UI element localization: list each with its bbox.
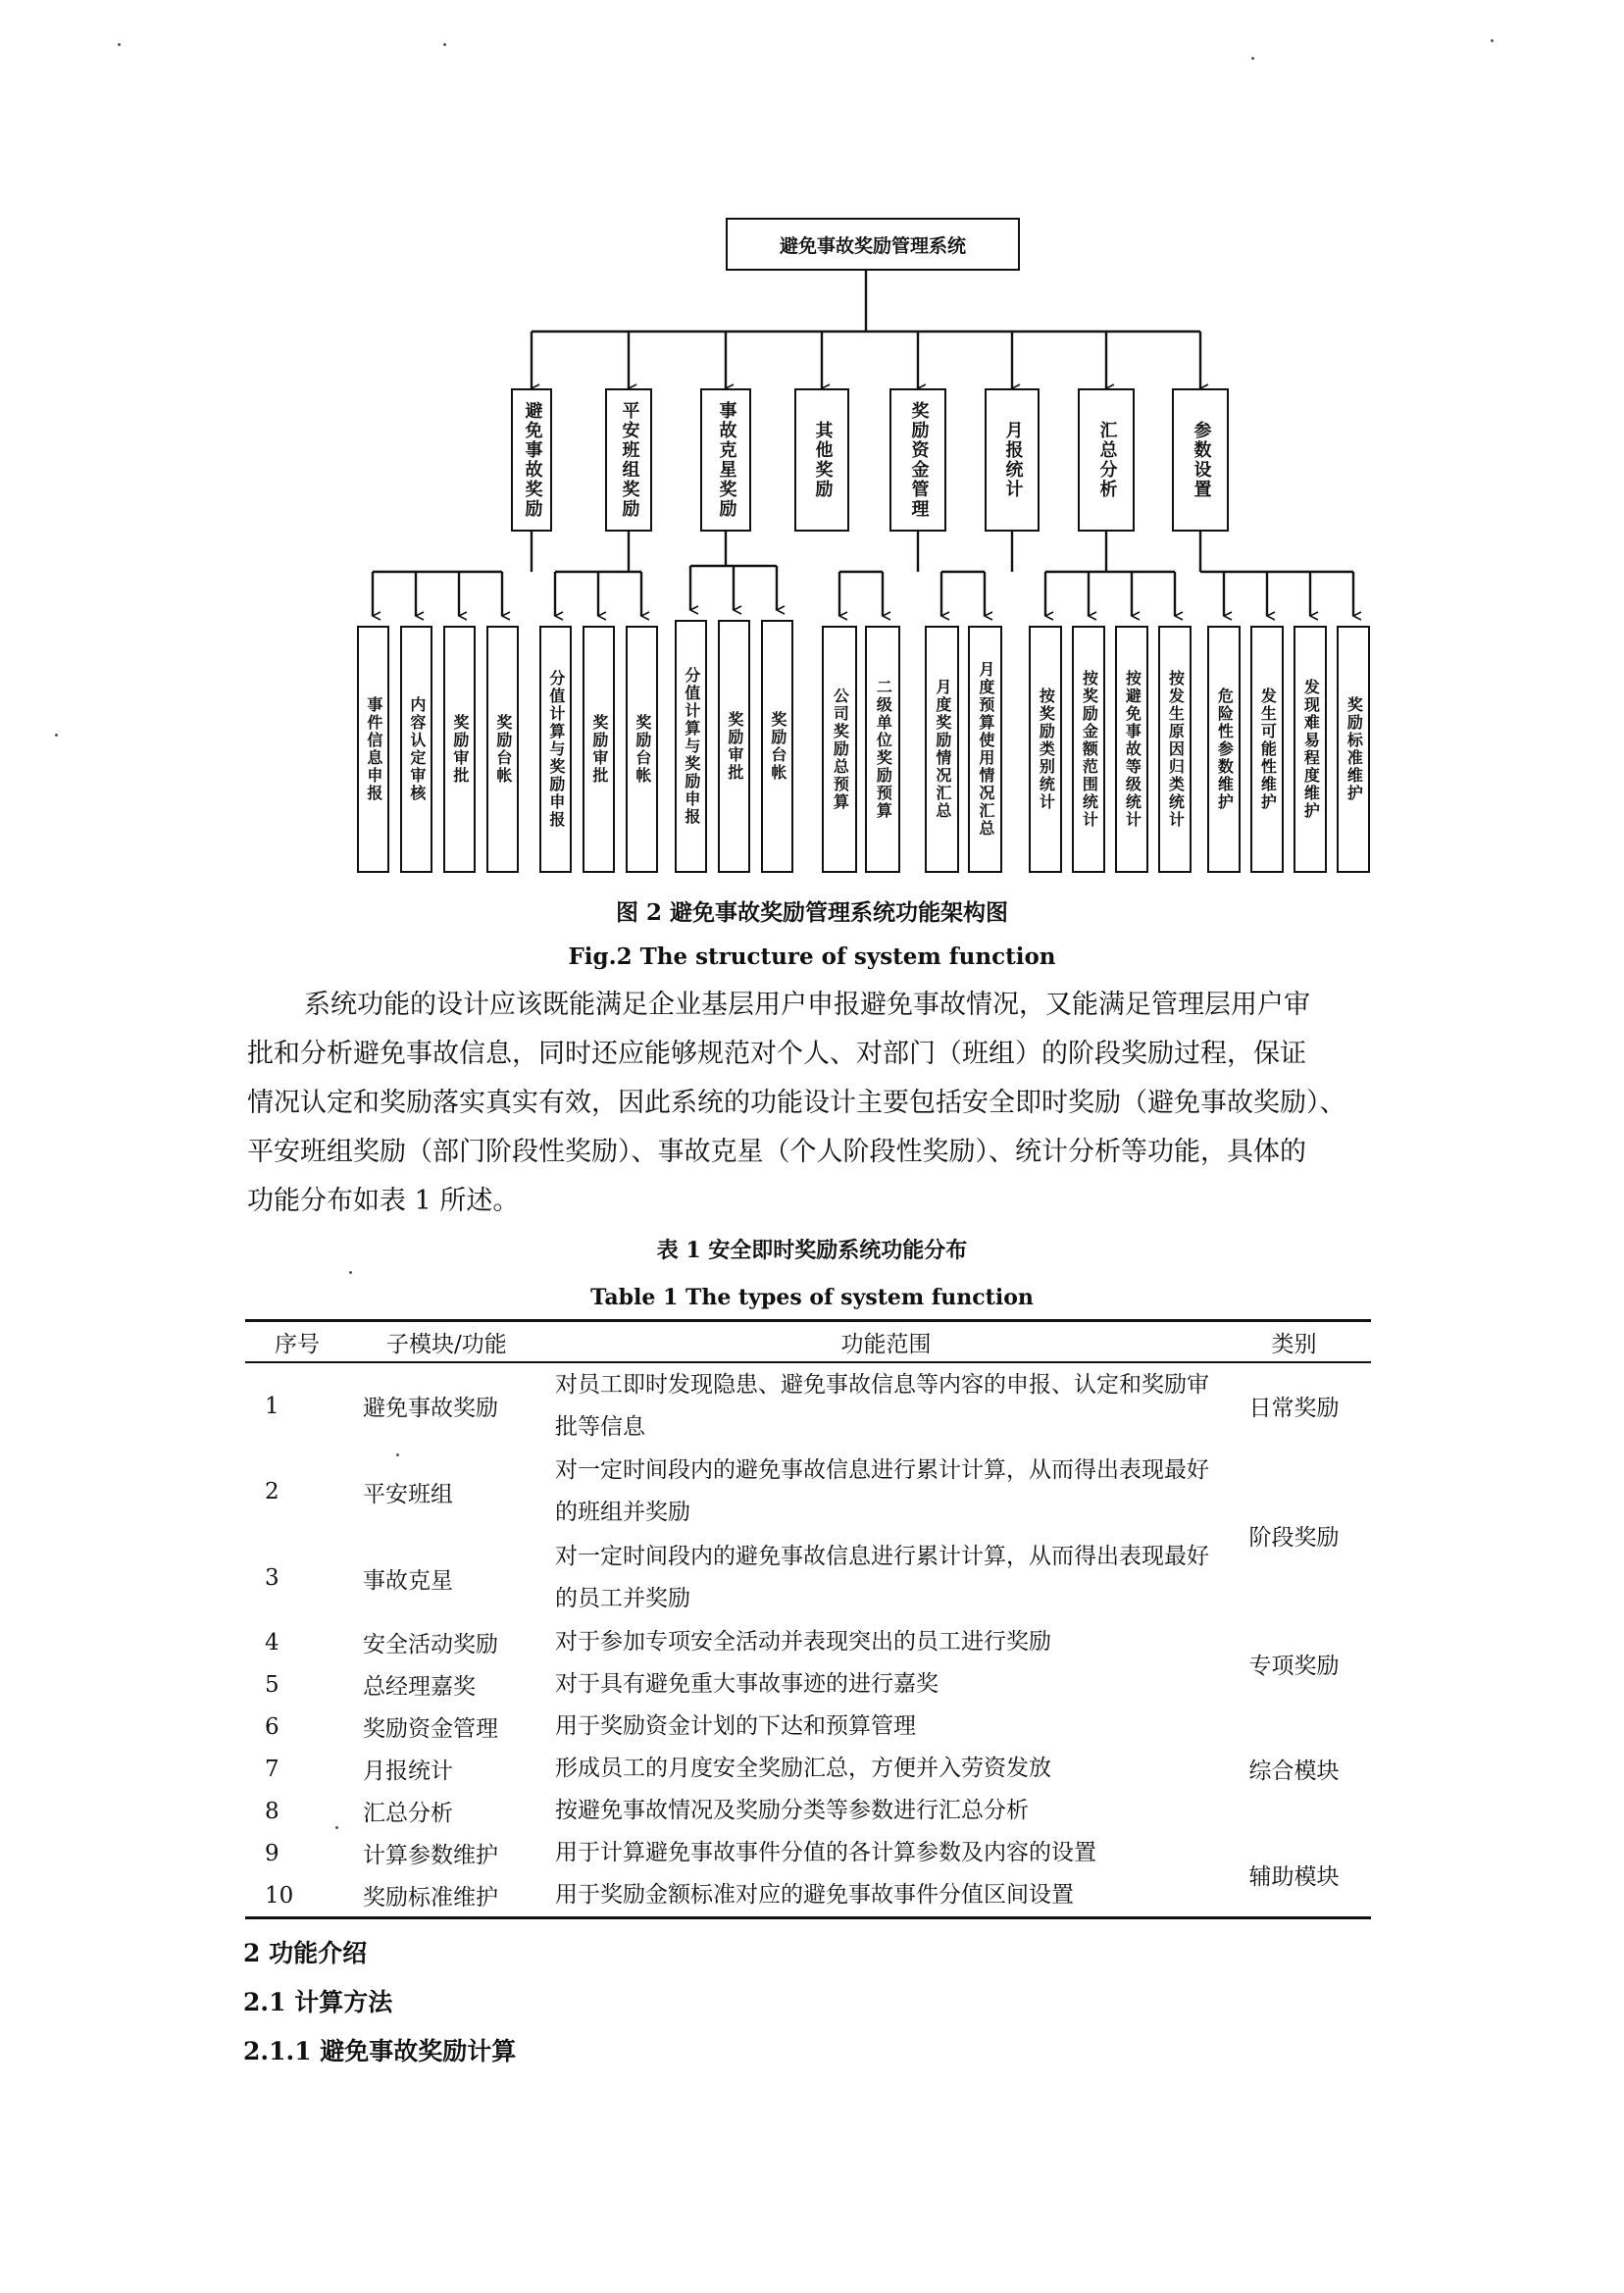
row-submodule: 事故克星 (363, 1567, 453, 1594)
subsection-heading: 2.1 计算方法 (243, 1988, 393, 2016)
leaf-label: 奖励标准维护 (1345, 696, 1364, 802)
row-category: 综合模块 (1248, 1758, 1340, 1784)
leaf-label: 按避免事故等级统计 (1123, 670, 1142, 829)
subsubsection-heading: 2.1.1 避免事故奖励计算 (243, 2037, 517, 2065)
row-scope: 对一定时间段内的避免事故信息进行累计计算，从而得出表现最好的员工并奖励 (555, 1544, 1209, 1611)
leaf-label: 公司奖励总预算 (831, 688, 850, 811)
row-scope: 用于计算避免事故事件分值的各计算参数及内容的设置 (555, 1840, 1096, 1865)
paragraph-line: 情况认定和奖励落实真实有效，因此系统的功能设计主要包括安全即时奖励（避免事故奖励）、 (247, 1088, 1346, 1118)
leaf-label: 分值计算与奖励申报 (682, 667, 701, 826)
module-node-3 (700, 388, 751, 532)
paragraph-line: 平安班组奖励（部门阶段性奖励）、事故克星（个人阶段性奖励）、统计分析等功能，具体的 (247, 1137, 1306, 1167)
scan-speck (443, 43, 446, 46)
row-scope: 形成员工的月度安全奖励汇总，方便并入劳资发放 (555, 1756, 1051, 1781)
leaf-label: 月度预算使用情况汇总 (976, 661, 995, 838)
leaf-label: 按奖励金额范围统计 (1080, 670, 1099, 829)
table-row (245, 1832, 1371, 1874)
leaf-label: 内容认定审核 (407, 696, 427, 802)
leaf-label: 发生可能性维护 (1258, 688, 1278, 811)
scan-speck (118, 43, 121, 46)
paragraph-line: 批和分析避免事故信息，同时还应能够规范对个人、对部门（班组）的阶段奖励过程，保证 (247, 1039, 1306, 1069)
module-label: 平安班组奖励 (619, 401, 640, 519)
leaf-label: 事件信息申报 (364, 696, 383, 802)
function-table (245, 1319, 1371, 1919)
row-scope: 按避免事故情况及奖励分类等参数进行汇总分析 (555, 1798, 1029, 1823)
header-cell: 子模块/功能 (343, 1321, 555, 1363)
module-label: 其他奖励 (812, 421, 834, 499)
section-heading: 2 功能介绍 (243, 1939, 368, 1967)
leaf-node (1250, 626, 1284, 873)
row-scope: 用于奖励金额标准对应的避免事故事件分值区间设置 (555, 1882, 1074, 1908)
module-node-2 (605, 388, 652, 532)
row-submodule: 总经理嘉奖 (363, 1674, 476, 1700)
leaf-label: 奖励台帐 (493, 714, 513, 785)
row-scope: 对员工即时发现隐患、避免事故信息等内容的申报、认定和奖励审批等信息 (555, 1371, 1209, 1440)
leaf-label: 危险性参数维护 (1215, 688, 1235, 811)
diagram-root-node (726, 218, 1020, 271)
row-number: 6 (265, 1713, 279, 1740)
row-number: 10 (265, 1882, 294, 1909)
scan-speck (349, 1271, 352, 1274)
paragraph-line: 功能分布如表 1 所述。 (247, 1186, 520, 1216)
leaf-node (1294, 626, 1327, 873)
row-scope: 用于奖励资金计划的下达和预算管理 (555, 1713, 916, 1739)
table-row (245, 1362, 1371, 1449)
leaf-label: 奖励审批 (589, 714, 609, 785)
paragraph-line: 系统功能的设计应该既能满足企业基层用户申报避免事故情况，又能满足管理层用户审 (304, 990, 1310, 1020)
row-number: 7 (265, 1756, 279, 1782)
leaf-label: 按奖励类别统计 (1037, 688, 1056, 811)
table-header-row (245, 1321, 1371, 1363)
diagram-root-label: 避免事故奖励管理系统 (779, 234, 966, 257)
leaf-node (1337, 626, 1370, 873)
table-caption-cn: 表 1 安全即时奖励系统功能分布 (656, 1238, 968, 1263)
leaf-node (675, 620, 707, 873)
leaf-node (968, 626, 1002, 873)
leaf-node (822, 626, 857, 873)
leaf-label: 发现难易程度维护 (1301, 679, 1321, 820)
leaf-node (1115, 626, 1148, 873)
leaf-label: 奖励台帐 (633, 714, 652, 785)
module-label: 汇总分析 (1096, 421, 1118, 499)
header-cell: 功能范围 (555, 1321, 1217, 1363)
scan-speck (1491, 39, 1494, 42)
leaf-node (400, 626, 432, 873)
scan-speck (396, 1453, 399, 1456)
row-category: 阶段奖励 (1248, 1524, 1340, 1551)
table-row (245, 1663, 1371, 1706)
scan-speck (55, 734, 58, 737)
module-node-4 (794, 388, 849, 532)
scan-speck (1251, 57, 1254, 60)
figure-caption-en: Fig.2 The structure of system function (568, 943, 1056, 970)
leaf-node (761, 620, 793, 873)
figure-caption-cn: 图 2 避免事故奖励管理系统功能架构图 (615, 899, 1009, 926)
table-caption-en: Table 1 The types of system function (590, 1285, 1034, 1310)
body-paragraph (247, 981, 1385, 1226)
row-scope: 对一定时间段内的避免事故信息进行累计计算，从而得出表现最好的班组并奖励 (555, 1457, 1209, 1525)
row-submodule: 平安班组 (363, 1481, 453, 1507)
row-submodule: 计算参数维护 (363, 1843, 498, 1868)
header-cell: 序号 (245, 1321, 343, 1363)
leaf-node (583, 626, 615, 873)
row-category: 日常奖励 (1248, 1396, 1340, 1421)
scan-speck (335, 1826, 338, 1829)
row-number: 8 (265, 1798, 279, 1824)
leaf-label: 奖励审批 (725, 711, 744, 782)
leaf-node (1158, 626, 1192, 873)
module-label: 奖励资金管理 (908, 401, 930, 519)
leaf-node (1072, 626, 1105, 873)
row-submodule: 安全活动奖励 (363, 1632, 498, 1657)
row-number: 4 (265, 1629, 279, 1656)
module-label: 参数设置 (1191, 421, 1212, 499)
module-node-5 (889, 388, 946, 532)
module-label: 避免事故奖励 (522, 401, 543, 519)
leaf-node (865, 626, 900, 873)
row-scope: 对于参加专项安全活动并表现突出的员工进行奖励 (555, 1629, 1051, 1655)
leaf-node (443, 626, 476, 873)
table-row (245, 1449, 1371, 1535)
leaf-label: 二级单位奖励预算 (874, 679, 893, 820)
row-submodule: 汇总分析 (363, 1801, 453, 1826)
row-submodule: 奖励标准维护 (363, 1885, 498, 1911)
module-node-6 (985, 388, 1040, 532)
table-row (245, 1748, 1371, 1790)
leaf-label: 奖励审批 (450, 714, 470, 785)
table-row (245, 1535, 1371, 1621)
leaf-label: 奖励台帐 (768, 711, 787, 782)
module-node-7 (1078, 388, 1135, 532)
module-label: 月报统计 (1002, 421, 1024, 499)
table-row (245, 1706, 1371, 1748)
leaf-label: 按发生原因归类统计 (1166, 670, 1186, 829)
row-submodule: 月报统计 (363, 1758, 453, 1784)
leaf-node (626, 626, 658, 873)
leaf-label: 月度奖励情况汇总 (933, 679, 952, 820)
leaf-node (718, 620, 750, 873)
row-category: 专项奖励 (1248, 1653, 1340, 1679)
leaf-node (925, 626, 959, 873)
header-cell: 类别 (1217, 1321, 1371, 1363)
row-number: 2 (265, 1479, 279, 1504)
leaf-node (486, 626, 519, 873)
leaf-node (539, 626, 572, 873)
row-number: 3 (265, 1565, 279, 1591)
table-row (245, 1621, 1371, 1663)
row-scope: 对于具有避免重大事故事迹的进行嘉奖 (555, 1671, 939, 1697)
row-submodule: 奖励资金管理 (363, 1716, 498, 1742)
row-number: 1 (265, 1393, 279, 1419)
leaf-node (1029, 626, 1062, 873)
module-node-1 (511, 388, 552, 532)
row-submodule: 避免事故奖励 (363, 1396, 498, 1421)
row-number: 5 (265, 1671, 279, 1698)
leaf-node (1207, 626, 1241, 873)
row-category: 辅助模块 (1248, 1863, 1340, 1890)
leaf-label: 分值计算与奖励申报 (546, 670, 566, 829)
row-number: 9 (265, 1840, 279, 1866)
leaf-node (357, 626, 389, 873)
table-row (245, 1874, 1371, 1918)
module-label: 事故克星奖励 (716, 401, 737, 519)
table-row (245, 1790, 1371, 1832)
module-node-8 (1172, 388, 1229, 532)
